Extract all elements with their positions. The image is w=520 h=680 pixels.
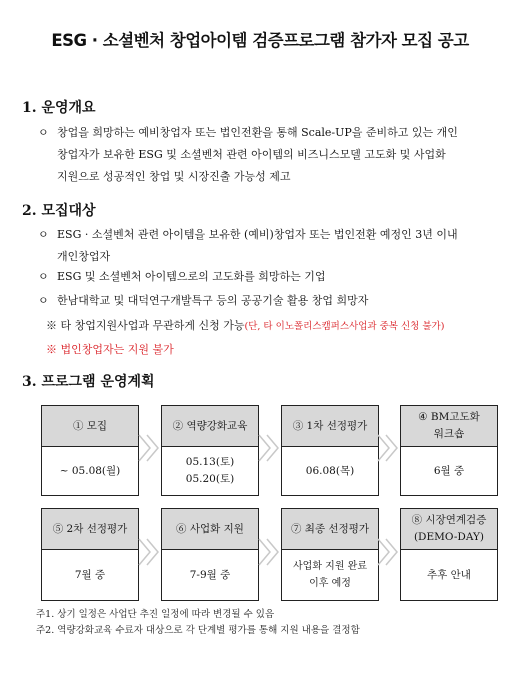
chevron-right-icon — [375, 537, 401, 567]
step-head: ⑦ 최종 선정평가 — [282, 509, 378, 550]
section-1-bullet-1 — [38, 122, 500, 188]
bullet-line: 개인창업자 — [57, 250, 111, 263]
step-body: 사업화 지원 완료 이후 예정 — [293, 561, 367, 589]
step-body: 7월 중 — [74, 568, 106, 581]
bullet-line: 한남대학교 및 대덕연구개발특구 등의 공공기술 활용 창업 희망자 — [57, 294, 369, 307]
bullet-line: ESG · 소셜벤처 관련 아이템을 보유한 (예비)창업자 또는 법인전환 예정인 3년 이내 — [57, 228, 458, 241]
step-body: ~ 05.08(월) — [59, 464, 121, 477]
bullet-mark: ㅇ — [38, 294, 49, 307]
step-box-6 — [161, 508, 259, 601]
step-head: ⑧ 시장연계검증 (DEMO-DAY) — [401, 509, 497, 550]
bullet-mark: ㅇ — [38, 228, 49, 241]
step-box-3 — [281, 405, 379, 496]
step-box-1 — [41, 405, 139, 496]
step-box-2 — [161, 405, 259, 496]
step-head: ① 모집 — [42, 406, 138, 447]
chevron-right-icon — [375, 433, 401, 463]
step-head: ⑥ 사업화 지원 — [162, 509, 258, 550]
step-body: 7-9월 중 — [189, 568, 231, 581]
step-body: 추후 안내 — [427, 568, 471, 581]
step-body: 6월 중 — [433, 464, 465, 477]
bullet-line: 창업자가 보유한 ESG 및 소셜벤처 관련 아이템의 비즈니스모델 고도화 및 사업화 — [57, 148, 446, 161]
page-title: ESG · 소셜벤처 창업아이템 검증프로그램 참가자 모집 공고 — [51, 31, 469, 50]
step-box-7 — [281, 508, 379, 601]
bullet-line: ESG 및 소셜벤처 아이템으로의 고도화를 희망하는 기업 — [57, 270, 326, 283]
note-eligibility — [46, 317, 444, 336]
step-head: ③ 1차 선정평가 — [282, 406, 378, 447]
step-head: ④ BM고도화 워크숍 — [401, 406, 497, 447]
footnote-2: 주2. 역량강화교육 수료자 대상으로 각 단계별 평가를 통해 지원 내용을 결정함 — [36, 625, 360, 636]
section-1-heading: 1. 운영개요 — [22, 100, 96, 116]
step-body: 05.13(토) 05.20(토) — [185, 456, 235, 485]
bullet-line: 창업을 희망하는 예비창업자 또는 법인전환을 통해 Scale-UP을 준비하고 있는 개인 — [57, 126, 458, 139]
step-box-4 — [400, 405, 498, 496]
chevron-right-icon — [136, 537, 162, 567]
section-2-bullet-3 — [38, 290, 500, 312]
section-3-heading: 3. 프로그램 운영계획 — [22, 374, 155, 390]
step-box-8 — [400, 508, 498, 601]
note-text: ※ 타 창업지원사업과 무관하게 신청 가능 — [46, 319, 245, 332]
bullet-line: 지원으로 성공적인 창업 및 시장진출 가능성 제고 — [57, 170, 291, 183]
step-head: ⑤ 2차 선정평가 — [42, 509, 138, 550]
section-2-bullet-2 — [38, 266, 500, 288]
chevron-right-icon — [136, 433, 162, 463]
section-2-heading: 2. 모집대상 — [22, 203, 96, 219]
step-head: ② 역량강화교육 — [162, 406, 258, 447]
bullet-mark: ㅇ — [38, 270, 49, 283]
step-body: 06.08(목) — [305, 464, 355, 477]
chevron-right-icon — [256, 433, 282, 463]
footnote-1: 주1. 상기 일정은 사업단 추진 일정에 따라 변경될 수 있음 — [36, 609, 275, 620]
step-box-5 — [41, 508, 139, 601]
note-corporation: ※ 법인창업자는 지원 불가 — [46, 343, 174, 356]
note-red-text: (단, 타 이노폴리스캠퍼스사업과 중복 신청 불가) — [244, 321, 445, 332]
section-2-bullet-1 — [38, 224, 500, 268]
chevron-right-icon — [256, 537, 282, 567]
bullet-mark: ㅇ — [38, 126, 49, 139]
